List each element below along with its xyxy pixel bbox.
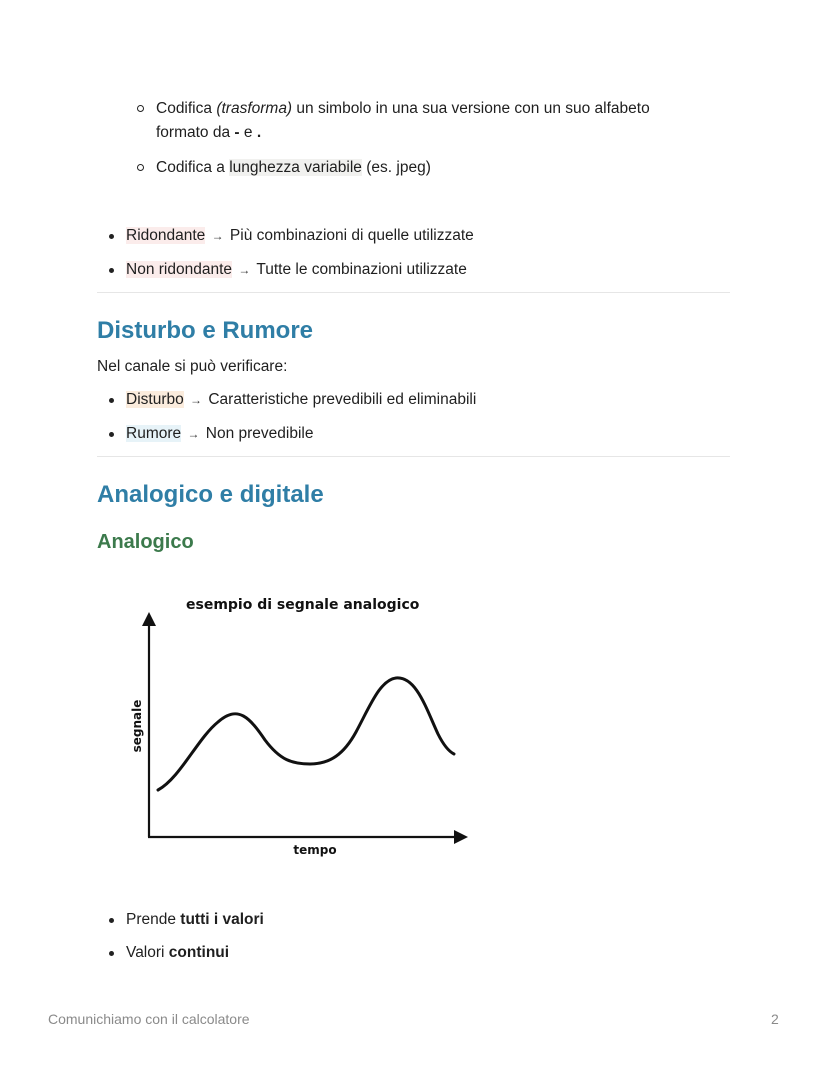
description: Più combinazioni di quelle utilizzate (229, 227, 474, 244)
divider (97, 456, 730, 457)
divider (97, 292, 730, 293)
list-item-ridondante (126, 225, 474, 247)
bold-dot: . (256, 124, 262, 141)
term-highlight: Rumore (126, 425, 182, 442)
y-axis-arrowhead (142, 612, 156, 626)
term-highlight: Non ridondante (126, 261, 232, 278)
figure-title: esempio di segnale analogico (186, 597, 420, 613)
list-item-rumore (126, 423, 313, 445)
sub-list-item-lunghezza (156, 156, 431, 180)
x-axis-arrowhead (454, 830, 468, 844)
arrow-icon: → (187, 427, 200, 441)
y-axis-label: segnale (130, 699, 144, 753)
bold-text: continui (168, 944, 230, 961)
subsection-heading-analogico: Analogico (97, 531, 194, 553)
bullet (109, 918, 114, 923)
list-item-non-ridondante (126, 259, 467, 281)
term-highlight: Disturbo (126, 391, 184, 408)
description: Non prevedibile (205, 425, 314, 442)
bold-text: tutti i valori (180, 911, 264, 928)
text: un simbolo in una sua versione con un suo alfabeto (292, 100, 650, 117)
list-item-tutti-valori (126, 909, 264, 931)
intro-text: Nel canale si può verificare: (97, 358, 288, 375)
text: Codifica (156, 100, 217, 117)
text: Valori (126, 944, 169, 961)
list-item-disturbo (126, 389, 476, 411)
bullet (109, 234, 114, 239)
description: Tutte le combinazioni utilizzate (256, 261, 467, 278)
arrow-icon: → (190, 393, 203, 407)
footer-page-number: 2 (771, 1011, 779, 1027)
text: formato da (156, 124, 235, 141)
bullet (109, 432, 114, 437)
analog-signal-figure (120, 588, 480, 868)
arrow-icon: → (238, 263, 251, 277)
text: Prende (126, 911, 181, 928)
list-item-continui (126, 942, 229, 964)
signal-curve (158, 678, 454, 790)
bullet (109, 268, 114, 273)
text: (es. jpeg) (361, 159, 431, 176)
bold-dash: - (234, 124, 240, 141)
term-highlight: Ridondante (126, 227, 206, 244)
x-axis-label: tempo (293, 843, 337, 857)
sub-bullet (137, 105, 144, 112)
sub-bullet (137, 164, 144, 171)
footer-document-title: Comunichiamo con il calcolatore (48, 1011, 250, 1027)
section-heading-analogico-digitale: Analogico e digitale (97, 481, 324, 508)
text: Codifica a (156, 159, 230, 176)
bullet (109, 398, 114, 403)
text: e (239, 124, 257, 141)
description: Caratteristiche prevedibili ed eliminabili (208, 391, 477, 408)
italic-text: (trasforma) (216, 100, 293, 117)
section-heading-disturbo: Disturbo e Rumore (97, 317, 314, 344)
arrow-icon: → (211, 229, 224, 243)
highlighted-text: lunghezza variabile (229, 159, 362, 176)
sub-list-item-codifica (156, 97, 650, 145)
bullet (109, 951, 114, 956)
